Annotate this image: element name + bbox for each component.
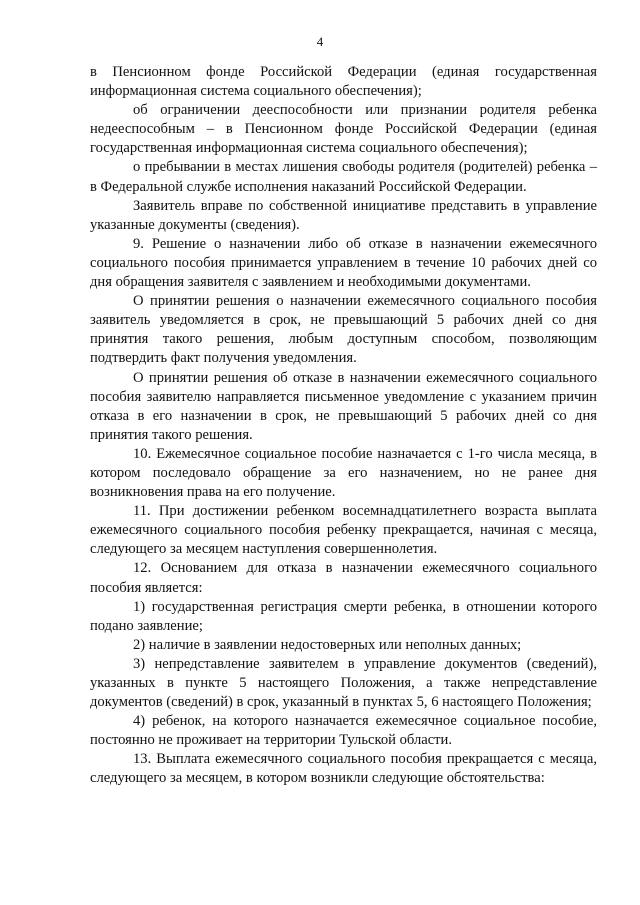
list-item-refusal-4: 4) ребенок, на которого назначается ежемесячное социальное пособие, постоянно не проживает на территории Тульской области.: [90, 713, 597, 749]
paragraph-approval-notice: О принятии решения о назначении ежемесячного социального пособия заявитель уведомляется в срок, не превышающий 5 рабочих дней со дня принятия такого решения, любым доступным способом, позволяющим подтвердить факт получения уведомления.: [90, 293, 597, 367]
paragraph-imprisonment: о пребывании в местах лишения свободы родителя (родителей) ребенка – в Федеральной службе исполнения наказаний Российской Федерации.: [90, 159, 597, 195]
paragraph-refusal-notice: О принятии решения об отказе в назначении ежемесячного социального пособия заявителю направляется письменное уведомление с указанием причин отказа в его назначении в срок, не превышающий 5 рабочих дней со дня принятия такого решения.: [90, 369, 597, 443]
paragraph-applicant-right: Заявитель вправе по собственной инициативе представить в управление указанные документы (сведения).: [90, 197, 597, 233]
paragraph-item-11: 11. При достижении ребенком восемнадцатилетнего возраста выплата ежемесячного социального пособия ребенку прекращается, начиная с месяца, следующего за месяцем наступления совершеннолетия.: [90, 503, 597, 558]
paragraph-legal-capacity: об ограничении дееспособности или признании родителя ребенка недееспособным – в Пенсионном фонде Российской Федерации (единая государственная информационная система социального обеспечения);: [90, 102, 597, 157]
list-item-refusal-3: 3) непредставление заявителем в управление документов (сведений), указанных в пункте 5 настоящего Положения, а также непредставление документов (сведений) в срок, указанный в пунктах 5, 6 настоящего Положения;: [90, 655, 597, 711]
paragraph-item-9: 9. Решение о назначении либо об отказе в назначении ежемесячного социального пособия принимается управлением в течение 10 рабочих дней со дня обращения заявителя с заявлением и необходимыми документами.: [90, 235, 597, 291]
paragraph-item-10: 10. Ежемесячное социальное пособие назначается с 1-го числа месяца, в котором последовало обращение за его назначением, но не ранее дня возникновения права на его получение.: [90, 445, 597, 501]
list-item-refusal-1: 1) государственная регистрация смерти ребенка, в отношении которого подано заявление;: [90, 598, 597, 634]
list-item-refusal-2: 2) наличие в заявлении недостоверных или неполных данных;: [133, 636, 522, 653]
document-body: [90, 63, 597, 789]
paragraph-item-13: 13. Выплата ежемесячного социального пособия прекращается с месяца, следующего за месяцем, в котором возникли следующие обстоятельства:: [90, 751, 597, 787]
paragraph-pension-fund-continuation: в Пенсионном фонде Российской Федерации (единая государственная информационная система социального обеспечения);: [90, 64, 597, 100]
page-number: 4: [316, 34, 324, 49]
paragraph-item-12: 12. Основанием для отказа в назначении ежемесячного социального пособия является:: [90, 560, 597, 596]
